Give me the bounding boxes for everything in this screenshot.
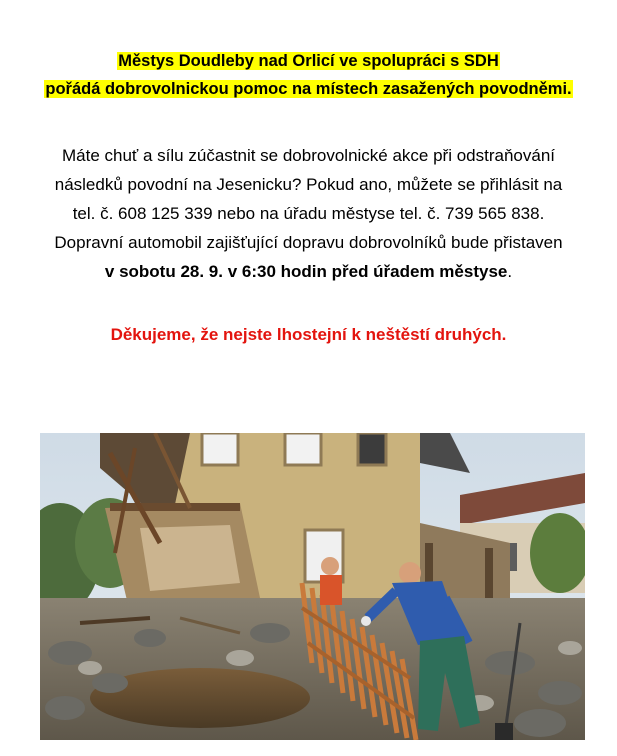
body-line-1: Máte chuť a sílu zúčastnit se dobrovolnické akce při odstraňování <box>61 146 556 165</box>
body-line-3: tel. č. 608 125 339 nebo na úřadu městyse tel. č. 739 565 838. <box>72 204 545 223</box>
body-paragraph <box>0 141 617 286</box>
headline-line-1 <box>0 51 617 71</box>
headline-line-2 <box>0 79 617 99</box>
headline-text-1: Městys Doudleby nad Orlicí ve spolupráci s SDH <box>118 52 499 70</box>
departure-time-text: v sobotu 28. 9. v 6:30 hodin před úřadem městyse <box>104 262 508 281</box>
body-line-4: Dopravní automobil zajišťující dopravu dobrovolníků bude přistaven <box>54 233 563 252</box>
body-line-5 <box>0 257 617 286</box>
body-line-5-end: . <box>507 262 513 281</box>
flood-photo <box>40 433 585 740</box>
body-line-2: následků povodní na Jesenicku? Pokud ano, můžete se přihlásit na <box>54 175 563 194</box>
headline-text-2: pořádá dobrovolnickou pomoc na místech zasažených povodněmi. <box>45 80 572 98</box>
thanks-message: Děkujeme, že nejste lhostejní k neštěstí druhých. <box>110 325 507 344</box>
